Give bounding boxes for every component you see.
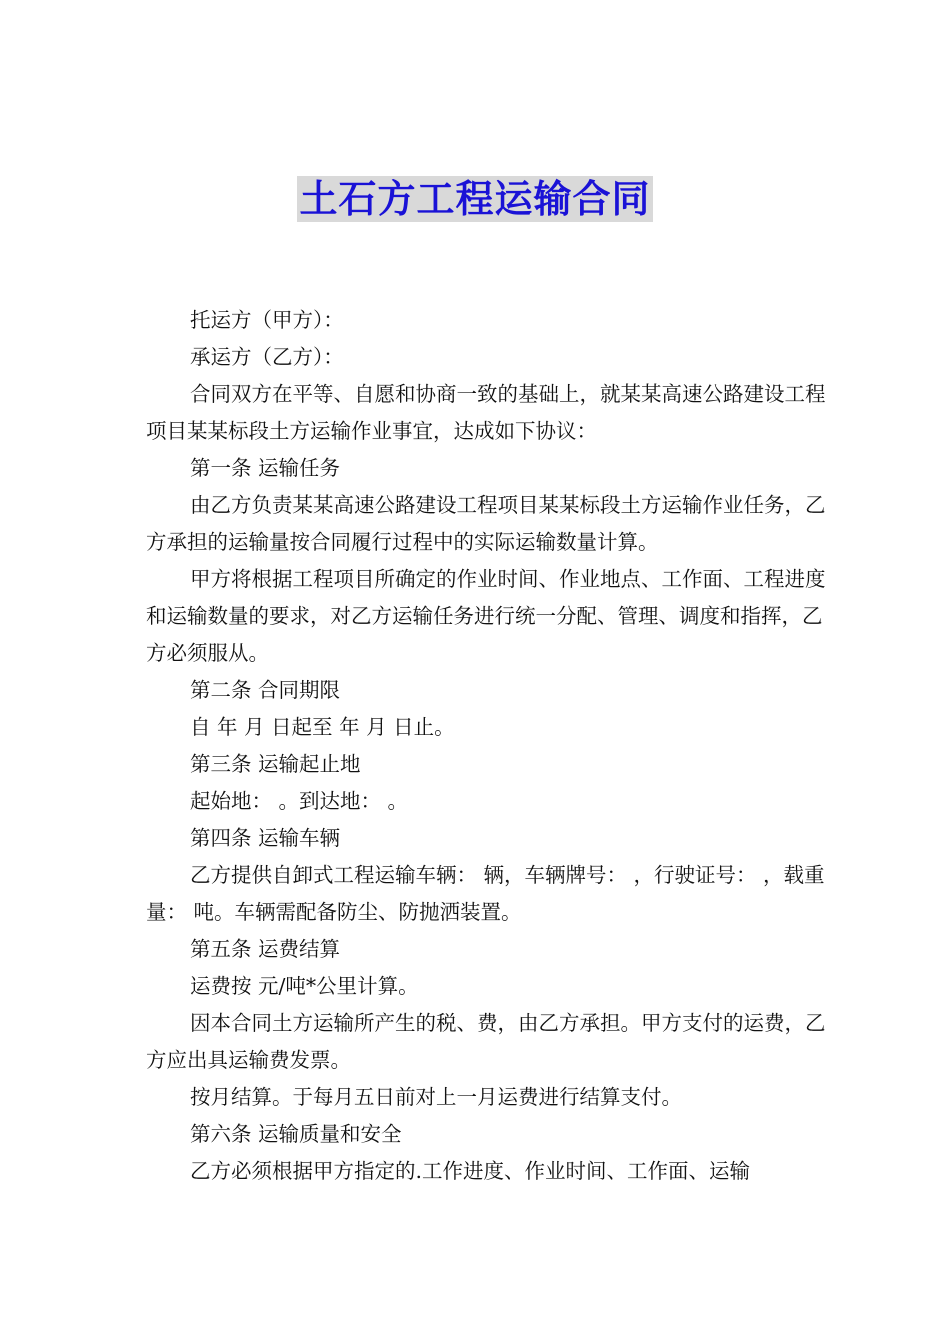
paragraph-article-2-term: 自 年 月 日起至 年 月 日止。 [190,715,455,739]
paragraph-shipper: 托运方（甲方）： [190,308,344,332]
paragraph-article-4-vehicles: 乙方提供自卸式工程运输车辆： 辆，车辆牌号： ，行驶证号： ，载重量： 吨。车辆需配备防尘、防抛洒装置。 [146,863,825,924]
paragraph-article-6-quality: 乙方必须根据甲方指定的.工作进度、作业时间、工作面、运输 [190,1159,751,1183]
document-title: 土石方工程运输合同 [299,177,651,221]
paragraph-article-1-task: 由乙方负责某某高速公路建设工程项目某某标段土方运输作业任务，乙方承担的运输量按合同履行过程中的实际运输数量计算。 [146,493,826,554]
article-3-heading: 第三条 运输起止地 [190,752,361,776]
title-container [0,176,950,222]
article-6-heading: 第六条 运输质量和安全 [190,1122,402,1146]
paragraph-article-3-locations: 起始地： 。到达地： 。 [190,789,409,813]
article-5-heading: 第五条 运费结算 [190,937,341,961]
paragraph-article-5-rate: 运费按 元/吨*公里计算。 [190,974,419,998]
article-1-heading: 第一条 运输任务 [190,456,341,480]
paragraph-article-5-settlement: 按月结算。于每月五日前对上一月运费进行结算支付。 [190,1085,682,1109]
document-body [146,302,836,1190]
paragraph-carrier: 承运方（乙方）： [190,345,344,369]
article-4-heading: 第四条 运输车辆 [190,826,341,850]
article-2-heading: 第二条 合同期限 [190,678,341,702]
paragraph-preamble: 合同双方在平等、自愿和协商一致的基础上，就某某高速公路建设工程项目某某标段土方运输作业事宜，达成如下协议： [146,382,826,443]
paragraph-article-1-dispatch: 甲方将根据工程项目所确定的作业时间、作业地点、工作面、工程进度和运输数量的要求，对乙方运输任务进行统一分配、管理、调度和指挥，乙方必须服从。 [146,567,826,665]
paragraph-article-5-tax: 因本合同土方运输所产生的税、费，由乙方承担。甲方支付的运费，乙方应出具运输费发票。 [146,1011,826,1072]
